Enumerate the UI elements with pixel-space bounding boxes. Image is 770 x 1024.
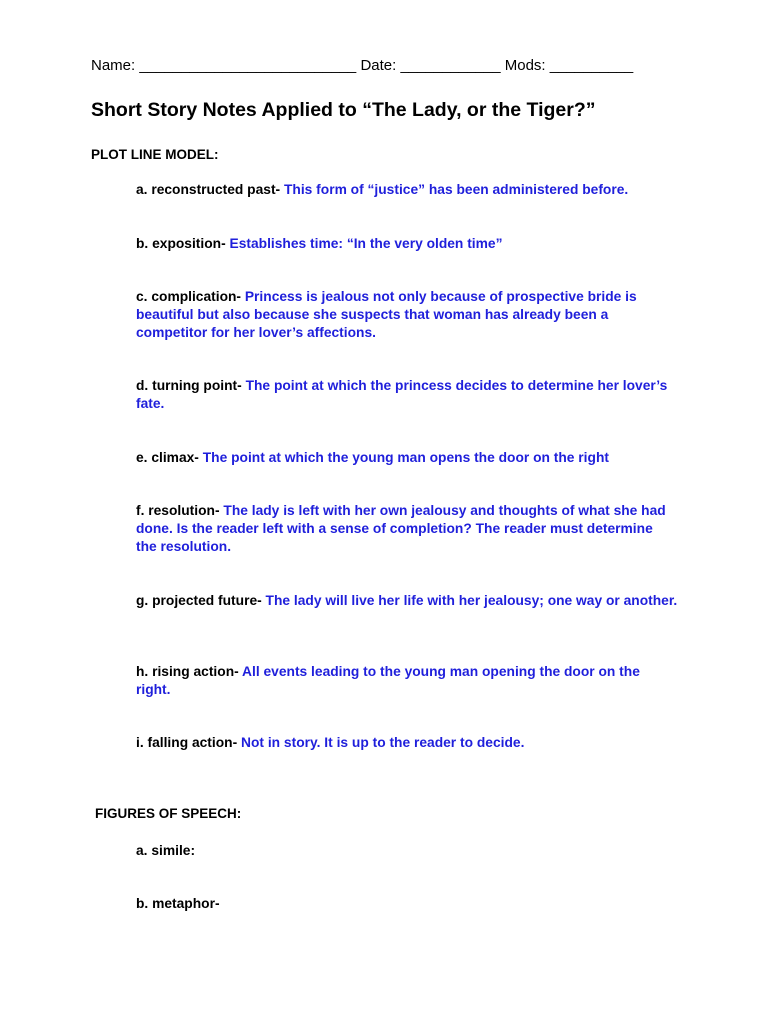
plot-item-answer: Princess is jealous not only because of prospective bride is beautiful but also because she suspects that woman has already been a competitor for her lover’s affections.: [136, 289, 637, 340]
plot-item-resolution: [136, 502, 676, 556]
plot-item-rising-action: [136, 663, 676, 699]
plot-item-label: e. climax-: [136, 450, 203, 465]
plot-item-label: h. rising action-: [136, 664, 243, 679]
figure-item-metaphor: [136, 895, 536, 913]
plot-item-climax: [136, 449, 696, 467]
plot-item-answer: Not in story. It is up to the reader to decide.: [241, 735, 525, 750]
plot-item-answer: The point at which the young man opens the door on the right: [202, 450, 609, 465]
plot-item-answer: The point at which the princess decides to determine her lover’s fate.: [136, 378, 668, 411]
name-label: Name:: [91, 57, 136, 74]
plot-item-answer: Establishes time: “In the very olden time”: [229, 236, 503, 251]
date-label: Date:: [360, 57, 397, 74]
name-blank: __________________________: [139, 57, 357, 74]
figure-item-label: a. simile:: [136, 843, 196, 858]
plot-item-label: g. projected future-: [136, 593, 266, 608]
mods-blank: __________: [549, 57, 634, 74]
plot-item-reconstructed-past: [136, 181, 696, 199]
plot-item-falling-action: [136, 734, 696, 752]
plot-item-projected-future: [91, 592, 681, 610]
figure-item-label: b. metaphor-: [136, 896, 220, 911]
page-title: Short Story Notes Applied to “The Lady, or the Tiger?”: [91, 99, 596, 121]
mods-label: Mods:: [504, 57, 546, 74]
plot-item-answer: The lady will live her life with her jealousy; one way or another.: [265, 593, 678, 608]
figure-item-simile: [136, 842, 536, 860]
plot-item-turning-point: [136, 377, 681, 413]
plot-item-label: f. resolution-: [136, 503, 224, 518]
plot-item-label: d. turning point-: [136, 378, 246, 393]
plot-item-label: a. reconstructed past-: [136, 182, 284, 197]
plot-item-answer: All events leading to the young man opening the door on the right.: [136, 664, 640, 697]
plot-item-label: i. falling action-: [136, 735, 242, 750]
plot-item-label: b. exposition-: [136, 236, 230, 251]
plot-item-label: c. complication-: [136, 289, 245, 304]
plot-item-exposition: [136, 235, 696, 253]
figures-of-speech-heading: FIGURES OF SPEECH:: [95, 806, 242, 821]
plot-item-complication: [136, 288, 681, 342]
date-blank: ____________: [400, 57, 501, 74]
plot-item-answer: The lady is left with her own jealousy and thoughts of what she had done. Is the reader left with a sense of completion? The reader must determine the resolution.: [136, 503, 666, 554]
header-fields: [91, 57, 633, 74]
plot-line-heading: PLOT LINE MODEL:: [91, 147, 219, 162]
plot-item-answer: This form of “justice” has been administered before.: [283, 182, 629, 197]
